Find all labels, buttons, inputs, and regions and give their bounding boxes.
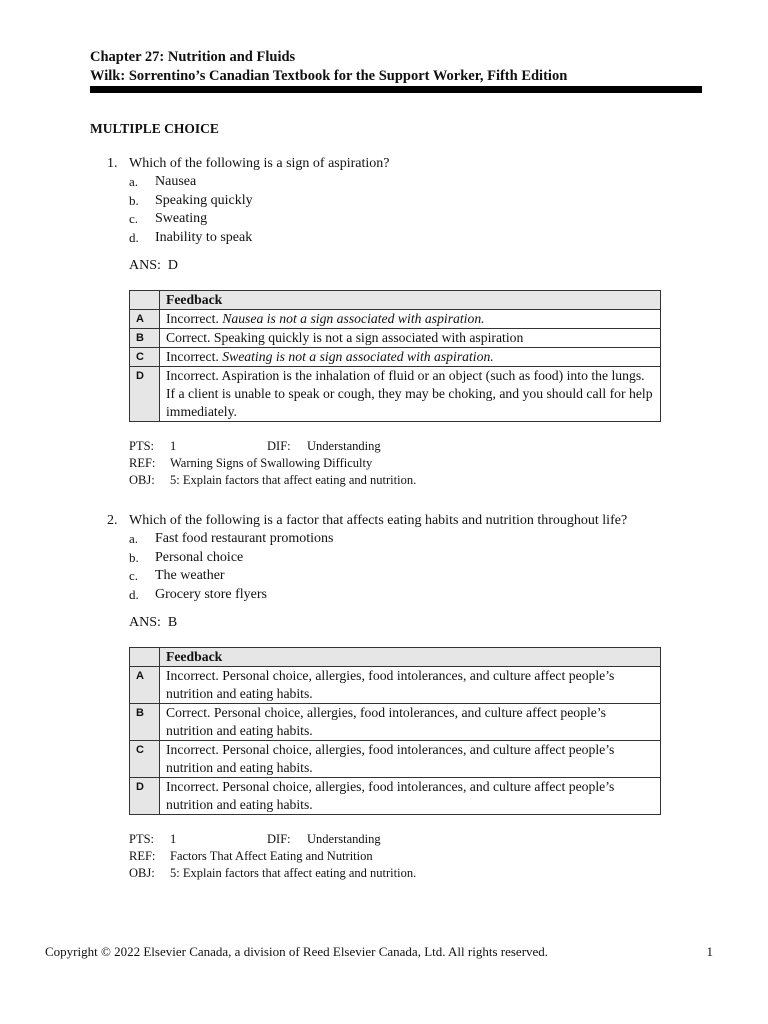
feedback-row: [130, 329, 661, 348]
feedback-row: [130, 778, 661, 815]
dif-label: DIF:: [267, 832, 291, 846]
option-letter: c.: [129, 211, 139, 226]
option-letter: a.: [129, 174, 139, 189]
feedback-key: B: [130, 329, 160, 348]
pts-label: PTS:: [129, 832, 155, 846]
obj-value: 5: Explain factors that affect eating and nutrition.: [170, 473, 417, 487]
option-letter: b.: [129, 549, 139, 565]
feedback-key: A: [130, 667, 160, 704]
question-meta: [90, 438, 710, 489]
feedback-row: [130, 367, 661, 422]
option-letter: b.: [129, 192, 139, 208]
dif-label: DIF:: [267, 439, 291, 453]
feedback-text: Incorrect. Nausea is not a sign associated with aspiration.: [160, 310, 661, 329]
option-item: [90, 586, 710, 605]
answer-line: [90, 257, 710, 275]
question-number: 2.: [107, 513, 118, 528]
answer-label: ANS:: [129, 615, 161, 630]
option-item: [90, 549, 710, 568]
feedback-text: Incorrect. Aspiration is the inhalation of fluid or an object (such as food) into the lungs. If a client is unable to speak or cough, they may be choking, and you should call for help immediately.: [160, 367, 661, 422]
obj-label: OBJ:: [129, 866, 155, 880]
feedback-text: Incorrect. Sweating is not a sign associated with aspiration.: [160, 348, 661, 367]
option-text: Sweating: [155, 211, 208, 226]
answer-label: ANS:: [129, 258, 161, 273]
question-1: [90, 155, 710, 489]
option-item: [90, 530, 710, 549]
pts-value: 1: [170, 439, 177, 453]
question-stem: Which of the following is a factor that affects eating habits and nutrition throughout life?: [129, 513, 628, 528]
obj-label: OBJ:: [129, 473, 155, 487]
option-item: [90, 210, 710, 229]
dif-value: Understanding: [307, 832, 381, 846]
book-title: Wilk: Sorrentino’s Canadian Textbook for the Support Worker, Fifth Edition: [90, 68, 568, 84]
ref-label: REF:: [129, 849, 156, 863]
feedback-text: Incorrect. Personal choice, allergies, food intolerances, and culture affect people’s nutrition and eating habits.: [160, 778, 661, 815]
feedback-key: D: [130, 367, 160, 422]
answer-value: B: [167, 615, 178, 630]
answer-value: D: [167, 258, 179, 273]
option-text: Nausea: [155, 174, 197, 189]
question-2: [90, 512, 710, 882]
ref-value: Factors That Affect Eating and Nutrition: [170, 849, 373, 863]
feedback-row: [130, 310, 661, 329]
feedback-header-row: [130, 648, 661, 667]
ref-value: Warning Signs of Swallowing Difficulty: [170, 456, 373, 470]
answer-line: [90, 614, 710, 632]
option-item: [90, 567, 710, 586]
dif-value: Understanding: [307, 439, 381, 453]
feedback-table: [129, 647, 661, 815]
pts-value: 1: [170, 832, 177, 846]
option-text: Inability to speak: [155, 229, 253, 245]
feedback-key: C: [130, 741, 160, 778]
option-item: [90, 173, 710, 192]
feedback-text: Incorrect. Personal choice, allergies, food intolerances, and culture affect people’s nutrition and eating habits.: [160, 667, 661, 704]
option-letter: d.: [129, 586, 139, 602]
feedback-header: Feedback: [160, 291, 661, 310]
feedback-row: [130, 348, 661, 367]
question-meta: [90, 831, 710, 882]
feedback-text: Correct. Speaking quickly is not a sign associated with aspiration: [160, 329, 661, 348]
feedback-text: Incorrect. Personal choice, allergies, food intolerances, and culture affect people’s nutrition and eating habits.: [160, 741, 661, 778]
header-rule: [90, 86, 702, 93]
chapter-title: Chapter 27: Nutrition and Fluids: [90, 49, 296, 65]
option-text: Grocery store flyers: [155, 586, 267, 602]
page-number: 1: [706, 944, 713, 959]
feedback-key: C: [130, 348, 160, 367]
option-text: Speaking quickly: [155, 192, 253, 208]
question-stem: Which of the following is a sign of aspiration?: [129, 156, 390, 171]
section-title: MULTIPLE CHOICE: [90, 121, 219, 136]
copyright-notice: Copyright © 2022 Elsevier Canada, a division of Reed Elsevier Canada, Ltd. All rights reserved.: [45, 944, 549, 959]
option-text: Fast food restaurant promotions: [155, 531, 334, 546]
option-item: [90, 229, 710, 248]
feedback-key: B: [130, 704, 160, 741]
feedback-table: [129, 290, 661, 422]
option-list: [90, 530, 710, 604]
document-header: [90, 48, 702, 86]
feedback-key: A: [130, 310, 160, 329]
feedback-row: [130, 741, 661, 778]
option-letter: a.: [129, 531, 139, 546]
feedback-text: Correct. Personal choice, allergies, food intolerances, and culture affect people’s nutrition and eating habits.: [160, 704, 661, 741]
feedback-header: Feedback: [160, 648, 661, 667]
option-list: [90, 173, 710, 247]
obj-value: 5: Explain factors that affect eating and nutrition.: [170, 866, 417, 880]
pts-label: PTS:: [129, 439, 155, 453]
feedback-key: D: [130, 778, 160, 815]
feedback-header-row: [130, 291, 661, 310]
feedback-row: [130, 667, 661, 704]
option-letter: d.: [129, 229, 139, 245]
option-text: The weather: [155, 568, 225, 583]
feedback-row: [130, 704, 661, 741]
option-item: [90, 192, 710, 211]
question-number: 1.: [107, 156, 118, 171]
option-letter: c.: [129, 568, 139, 583]
option-text: Personal choice: [155, 549, 244, 565]
ref-label: REF:: [129, 456, 156, 470]
